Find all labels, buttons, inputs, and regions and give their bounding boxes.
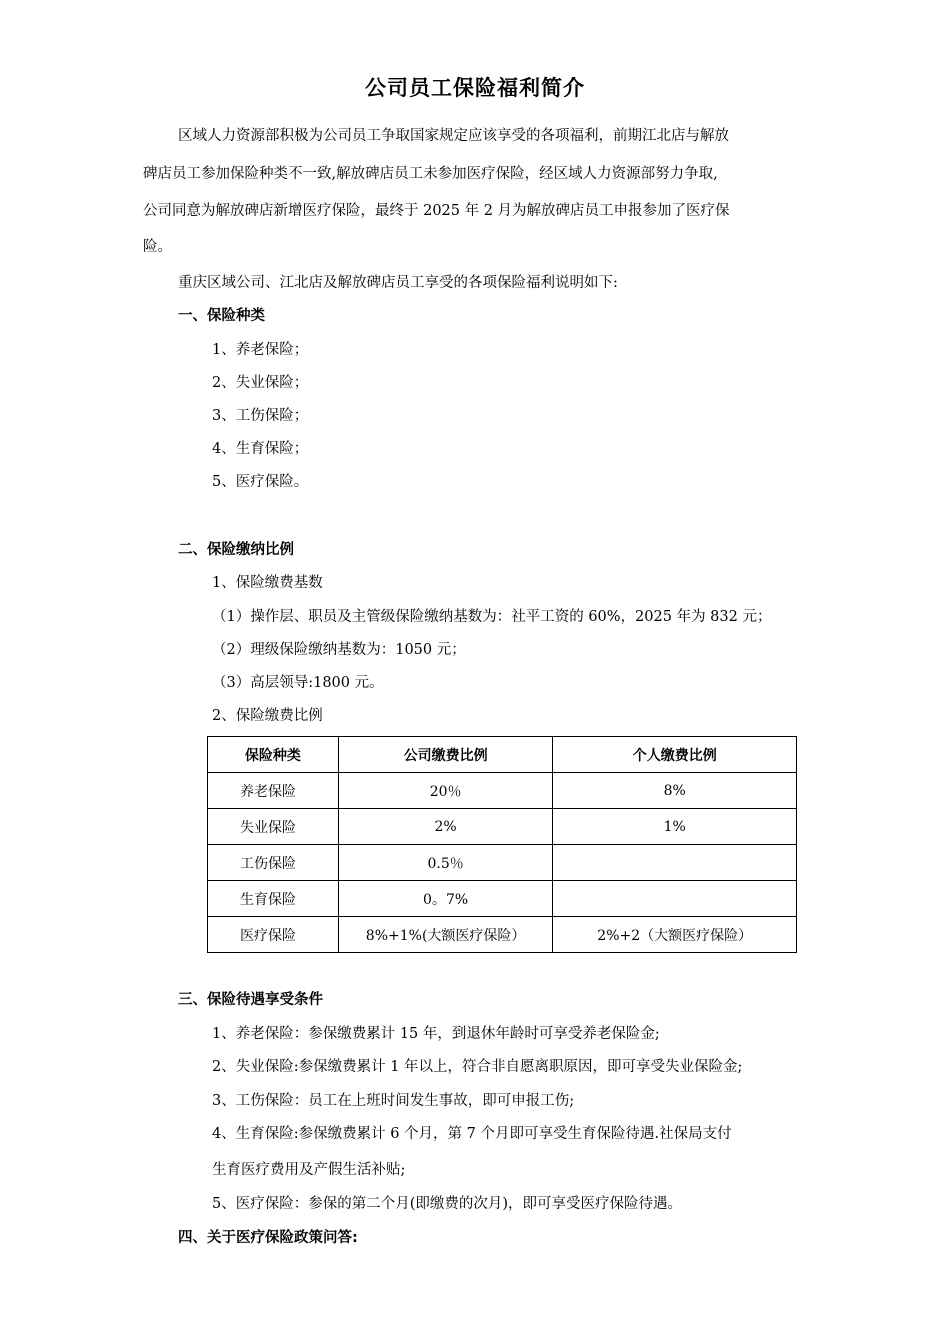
table-cell: 工伤保险 xyxy=(208,845,339,881)
table-cell: 养老保险 xyxy=(208,773,339,809)
table-cell: 2%+2（大额医疗保险） xyxy=(553,917,797,953)
intro-line: 碑店员工参加保险种类不一致,解放碑店员工未参加医疗保险，经区域人力资源部努力争取, xyxy=(143,166,718,182)
subheading-base: 1、保险缴费基数 xyxy=(212,575,323,591)
table-cell: 生育保险 xyxy=(208,881,339,917)
table-row xyxy=(208,773,797,809)
section-heading-insurance-types: 一、保险种类 xyxy=(178,308,265,324)
table-cell: 2% xyxy=(338,809,553,845)
page-title: 公司员工保险福利简介 xyxy=(365,76,585,100)
list-item: 2、失业保险:参保缴费累计 1 年以上，符合非自愿离职原因，即可享受失业保险金; xyxy=(212,1059,743,1075)
intro-line: 区域人力资源部积极为公司员工争取国家规定应该享受的各项福利，前期江北店与解放 xyxy=(178,128,729,144)
list-item-continuation: 生育医疗费用及产假生活补贴; xyxy=(212,1162,406,1178)
list-item: 1、养老保险：参保缴费累计 15 年，到退休年龄时可享受养老保险金; xyxy=(212,1026,660,1042)
table-row xyxy=(208,845,797,881)
table-cell: 医疗保险 xyxy=(208,917,339,953)
table-cell: 8%+1%(大额医疗保险） xyxy=(338,917,553,953)
list-item: 3、工伤保险； xyxy=(212,408,309,424)
table-cell: 0.5％ xyxy=(338,845,553,881)
table-cell: 1% xyxy=(553,809,797,845)
list-item: 4、生育保险； xyxy=(212,441,309,457)
contribution-ratio-table xyxy=(207,736,797,953)
column-header: 保险种类 xyxy=(208,737,339,773)
list-item: 1、养老保险； xyxy=(212,342,309,358)
section-heading-contribution-ratio: 二、保险缴纳比例 xyxy=(178,542,294,558)
list-item: （3）高层领导:1800 元。 xyxy=(212,675,384,691)
table-cell: 8% xyxy=(553,773,797,809)
list-item: 3、工伤保险：员工在上班时间发生事故，即可申报工伤; xyxy=(212,1093,575,1109)
list-item: 2、失业保险； xyxy=(212,375,309,391)
table-cell: 0。7% xyxy=(338,881,553,917)
table-cell xyxy=(553,881,797,917)
table-cell: 20％ xyxy=(338,773,553,809)
subheading-ratio: 2、保险缴费比例 xyxy=(212,708,323,724)
table-cell xyxy=(553,845,797,881)
list-item: 5、医疗保险：参保的第二个月(即缴费的次月)，即可享受医疗保险待遇。 xyxy=(212,1196,683,1212)
table-header-row xyxy=(208,737,797,773)
list-item: （1）操作层、职员及主管级保险缴纳基数为：社平工资的 60%，2025 年为 832 元； xyxy=(212,609,772,625)
list-item: 5、医疗保险。 xyxy=(212,474,309,490)
list-item: 4、生育保险:参保缴费累计 6 个月，第 7 个月即可享受生育保险待遇.社保局支付 xyxy=(212,1126,732,1142)
column-header: 公司缴费比例 xyxy=(338,737,553,773)
intro-lead: 重庆区域公司、江北店及解放碑店员工享受的各项保险福利说明如下: xyxy=(178,275,618,291)
table-cell: 失业保险 xyxy=(208,809,339,845)
list-item: （2）理级保险缴纳基数为：1050 元； xyxy=(212,642,466,658)
section-heading-benefit-conditions: 三、保险待遇享受条件 xyxy=(178,992,323,1008)
table-row xyxy=(208,917,797,953)
table-row xyxy=(208,881,797,917)
intro-line: 险。 xyxy=(143,239,172,255)
column-header: 个人缴费比例 xyxy=(553,737,797,773)
section-heading-medical-faq: 四、关于医疗保险政策问答: xyxy=(178,1230,358,1246)
table-row xyxy=(208,809,797,845)
intro-line: 公司同意为解放碑店新增医疗保险，最终于 2025 年 2 月为解放碑店员工申报参加了医疗保 xyxy=(143,203,730,219)
